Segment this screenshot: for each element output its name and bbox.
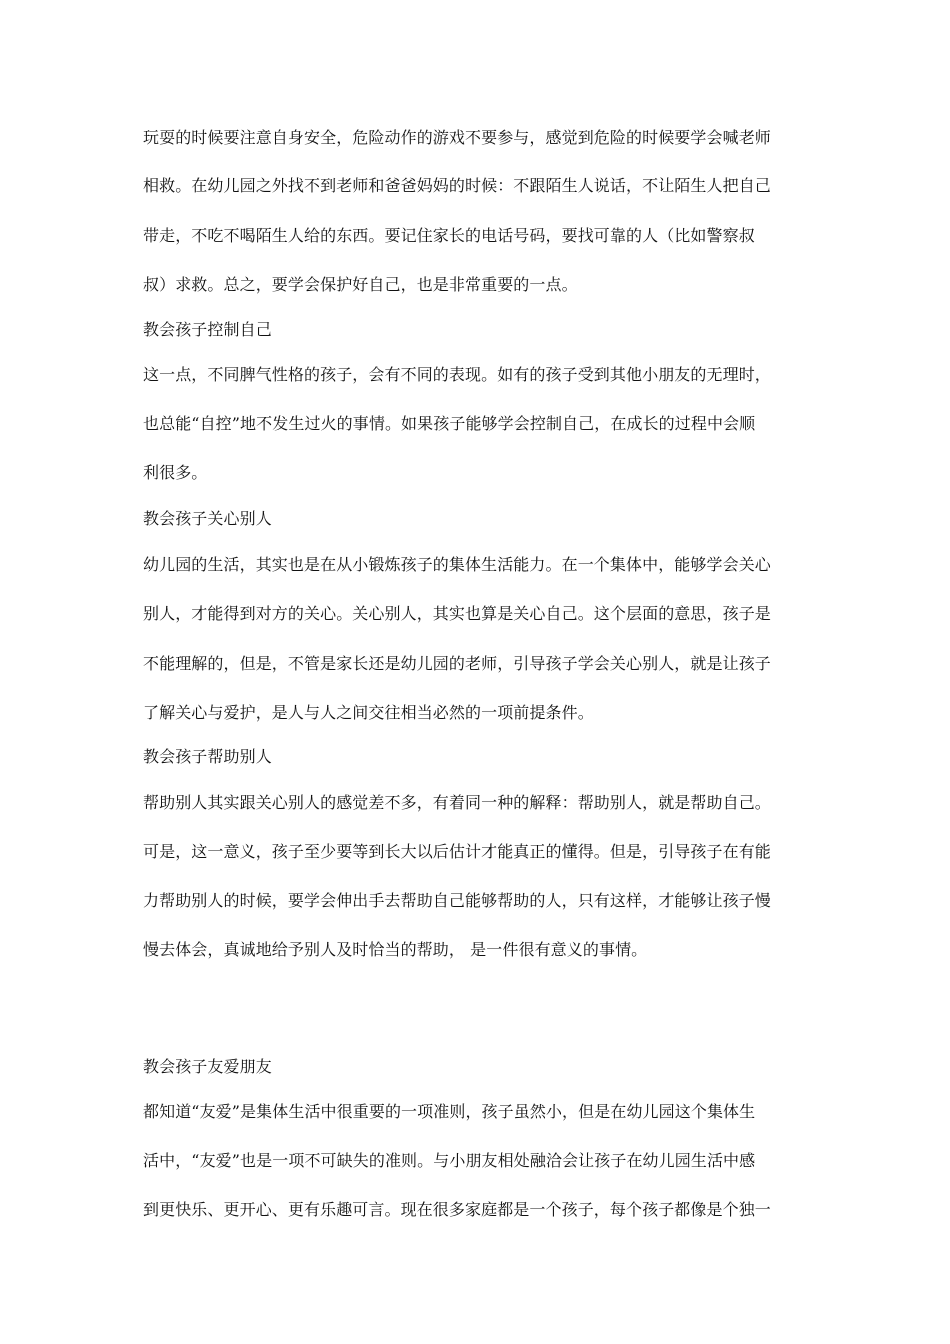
body-text-line: 到更快乐、更开心、更有乐趣可言。现在很多家庭都是一个孩子，每个孩子都像是个独一 [143, 1200, 771, 1219]
body-text-line: 不能理解的，但是，不管是家长还是幼儿园的老师，引导孩子学会关心别人，就是让孩子 [143, 654, 771, 673]
section-heading-care-for-others: 教会孩子关心别人 [143, 509, 272, 528]
body-text-line: 活中，“友爱”也是一项不可缺失的准则。与小朋友相处融洽会让孩子在幼儿园生活中感 [143, 1151, 756, 1170]
body-text-line: 也总能“自控”地不发生过火的事情。如果孩子能够学会控制自己，在成长的过程中会顺 [143, 414, 756, 433]
section-heading-help-others: 教会孩子帮助别人 [143, 747, 272, 766]
body-text-line: 叔）求救。总之，要学会保护好自己，也是非常重要的一点。 [143, 275, 578, 294]
body-text-line: 利很多。 [143, 463, 208, 482]
body-text-line: 都知道“友爱”是集体生活中很重要的一项准则，孩子虽然小，但是在幼儿园这个集体生 [143, 1102, 756, 1121]
section-heading-friendship: 教会孩子友爱朋友 [143, 1057, 272, 1076]
body-text-line: 了解关心与爱护，是人与人之间交往相当必然的一项前提条件。 [143, 703, 594, 722]
body-text-line: 可是，这一意义，孩子至少要等到长大以后估计才能真正的懂得。但是，引导孩子在有能 [143, 842, 771, 861]
body-text-line: 幼儿园的生活，其实也是在从小锻炼孩子的集体生活能力。在一个集体中，能够学会关心 [143, 555, 771, 574]
body-text-line: 帮助别人其实跟关心别人的感觉差不多，有着同一种的解释：帮助别人，就是帮助自己。 [143, 793, 771, 812]
body-text-line: 相救。在幼儿园之外找不到老师和爸爸妈妈的时候：不跟陌生人说话，不让陌生人把自己 [143, 176, 771, 195]
body-text-line: 这一点，不同脾气性格的孩子，会有不同的表现。如有的孩子受到其他小朋友的无理时， [143, 365, 771, 384]
body-text-line: 力帮助别人的时候，要学会伸出手去帮助自己能够帮助的人，只有这样，才能够让孩子慢 [143, 891, 771, 910]
body-text-line: 别人，才能得到对方的关心。关心别人，其实也算是关心自己。这个层面的意思，孩子是 [143, 604, 771, 623]
body-text-line: 带走，不吃不喝陌生人给的东西。要记住家长的电话号码，要找可靠的人（比如警察叔 [143, 226, 755, 245]
body-text-line: 慢去体会，真诚地给予别人及时恰当的帮助， 是一件很有意义的事情。 [143, 940, 648, 959]
section-heading-self-control: 教会孩子控制自己 [143, 320, 272, 339]
body-text-line: 玩耍的时候要注意自身安全，危险动作的游戏不要参与，感觉到危险的时候要学会喊老师 [143, 128, 771, 147]
